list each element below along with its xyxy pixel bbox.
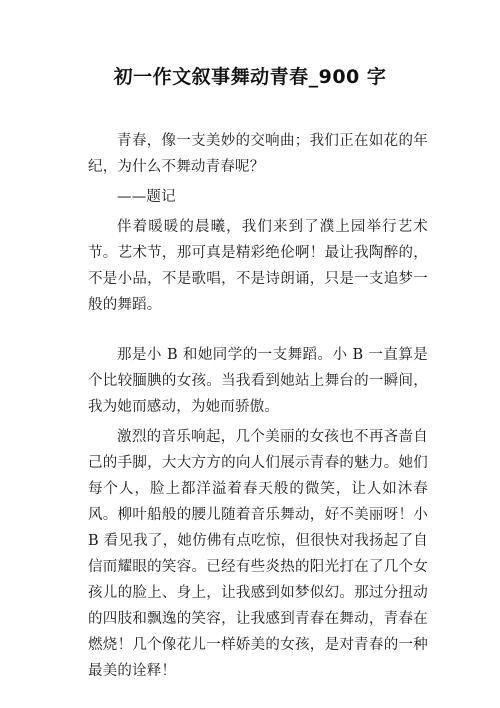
paragraph-dance-intro: 那是小 B 和她同学的一支舞蹈。小 B 一直算是个比较腼腆的女孩。当我看到她站上舞台的一瞬间，我为她而感动，为她而骄傲。 [88,347,428,415]
paragraph-intro: 青春，像一支美妙的交响曲；我们正在如花的年纪，为什么不舞动青春呢？ [88,133,428,175]
document-title: 初一作文叙事舞动青春_900 字 [113,66,387,88]
paragraph-art-festival: 伴着暖暖的晨曦，我们来到了濮上园举行艺术节。艺术节，那可真是精彩绝伦啊！最让我陶醉的，不是小品，不是歌唱，不是诗朗诵，只是一支追梦一般的舞蹈。 [88,219,428,313]
paragraph-dance-description: 激烈的音乐响起，几个美丽的女孩也不再吝啬自己的手脚，大大方方的向人们展示青春的魅力。她们每个人，脸上都洋溢着春天般的微笑，让人如沐春风。柳叶船般的腰儿随着音乐舞动，好不美丽呀！小 B 看见我了，她仿佛有点吃惊，但很快对我扬起了自信而耀眼的笑容。已经有些炎热的阳光打在了几个女孩儿的脸上、身上，让我感到如梦似幻。那过分扭动的四肢和飘逸的笑容，让我感到青春在舞动，青春在燃烧！几个像花儿一样娇美的女孩，是对青春的一种最美的诠释！ [88,429,428,679]
paragraph-epigraph-signature: ——题记 [117,189,176,205]
document-body [88,128,428,688]
